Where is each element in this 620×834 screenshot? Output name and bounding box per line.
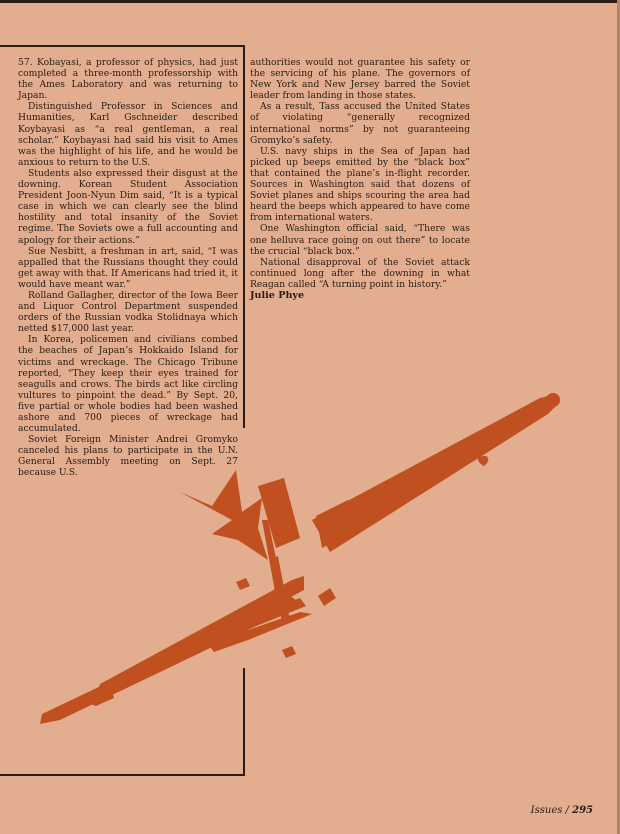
paragraph: As a result, Tass accused the United States of violating “generally recognized international norms” by not guaranteeing Gromyko’s safety.: [250, 101, 470, 146]
paragraph: National disapproval of the Soviet attack continued long after the downing in what Reagan called “A turning point in history.”: [250, 256, 470, 290]
paragraph: Students also expressed their disgust at the downing. Korean Student Association President Joon-Nyun Dim said, “It is a typical case in which we can clearly see the blind hostility and total insanity of the Soviet regime. The Soviets owe a full accounting and apology for their actions.”: [18, 167, 238, 246]
paragraph: U.S. navy ships in the Sea of Japan had picked up beeps emitted by the “black box” that contained the plane’s in-flight recorder. Sources in Washington said that dozens of Soviet planes and ships scouring the area had heard the beeps which appeared to have come from international waters.: [250, 145, 470, 224]
paragraph: One Washington official said, “There was one helluva race going on out there” to locate the crucial “black box.”: [250, 223, 470, 257]
paragraph: Soviet Foreign Minister Andrei Gromyko canceled his plans to participate in the U.N. General Assembly meeting on Sept. 27 because U.S.: [18, 434, 238, 479]
paragraph: In Korea, policemen and civilians combed the beaches of Japan’s Hokkaido Island for victims and wreckage. The Chicago Tribune reported, “They keep their eyes trained for seagulls and crows. The birds act like circling vultures to pinpoint the dead.” By Sept. 20, five partial or whole bodies had been washed ashore and 700 pieces of wreckage had accumulated.: [18, 334, 238, 435]
page-footer: [531, 805, 593, 816]
paragraph: 57. Kobayasi, a professor of physics, had just completed a three-month professorship with the Ames Laboratory and was returning to Japan.: [18, 57, 238, 102]
paragraph: Sue Nesbitt, a freshman in art, said, “I was appalled that the Russians thought they could get away with that. If Americans had tried it, it would have meant war.”: [18, 245, 238, 290]
paragraph: Rolland Gallagher, director of the Iowa Beer and Liquor Control Department suspended orders of the Russian vodka Stolidnaya which netted $17,000 last year.: [18, 289, 238, 335]
page-number: 295: [572, 805, 593, 816]
paragraph: Distinguished Professor in Sciences and Humanities, Karl Gschneider described Koybayasi as “a real gentleman, a real scholar.” Koybayasi had said his visit to Ames was the highlight of his life, and he would be anxious to return to the U.S.: [18, 101, 238, 168]
paragraph: authorities would not guarantee his safety or the servicing of his plane. The governors of New York and New Jersey barred the Soviet leader from landing in those states.: [250, 57, 470, 102]
author-signature: Julie Phye: [250, 289, 305, 301]
section-label: Issues /: [530, 805, 569, 816]
